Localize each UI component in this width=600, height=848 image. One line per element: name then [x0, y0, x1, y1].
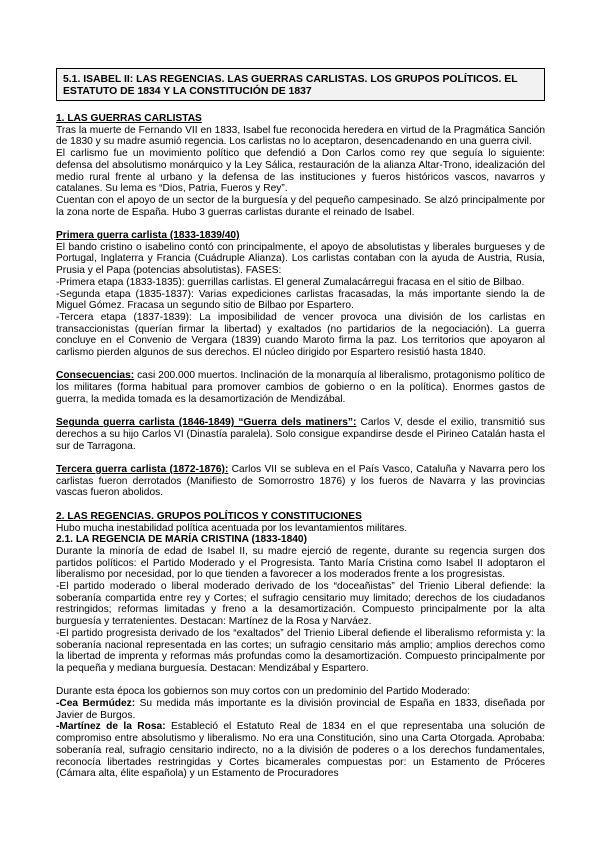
- paragraph: Durante esta época los gobiernos son muy cortos con un predominio del Partido Moderado:: [56, 686, 470, 698]
- section-heading-regencies: 2. LAS REGENCIAS. GRUPOS POLÍTICOS Y CONSTITUCIONES: [56, 510, 362, 522]
- third-war-label: Tercera guerra carlista (1872-1876):: [56, 464, 229, 476]
- second-war-text: Carlos V, desde el exilio, transmitió sus derechos a su hijo Carlos VI (Dinastía paralela). Solo consigue expandirse desde el Pirineo Catalán hasta el sur de Tarragona.: [56, 417, 546, 452]
- consequences-text: casi 200.000 muertos. Inclinación de la monarquía al liberalismo, protagonismo político de los militares (forma habitual para promover cambios de gobierno o en la política). Enormes gastos de guerra, la medida tomada es la desamortización de Mendizábal.: [56, 370, 545, 405]
- cea-text: Su medida más importante es la división provincial de España en 1833, diseñada por Javier de Burgos.: [56, 698, 546, 721]
- consequences-label: Consecuencias:: [56, 370, 135, 382]
- paragraph: -Segunda etapa (1835-1837): Varias expediciones carlistas fracasadas, la más importante siendo la de Miguel Gómez. Fracasa un segundo sitio de Bilbao por Espartero.: [56, 288, 545, 312]
- paragraph-cea-bermudez: [56, 698, 545, 721]
- paragraph: Tras la muerte de Fernando VII en 1833, Isabel fue reconocida heredera en virtud de la Pragmática Sanción de 1830 y su madre asumió regencia. Los carlistas no lo aceptaron, desencadenando en una guerra civil.: [56, 124, 545, 148]
- mr-text: Estableció el Estatuto Real de 1834 en el que representaba una solución de compromiso entre absolutismo y liberalismo. No era una Constitución, sino una Carta Otorgada. Aprobaba: soberanía real, sufragio censitario indirecto, no a la división de poderes o a los derechos fundamentales, reconocía libertades restringidas y Cortes bicamerales compuestas por: un Estamento de Próceres (Cámara alta, élite española) y un Estamento de Procuradores: [56, 721, 545, 780]
- paragraph-third-war: [56, 464, 545, 499]
- cea-label: -Cea Bermúdez:: [56, 698, 136, 710]
- section-heading-carlist-wars: 1. LAS GUERRAS CARLISTAS: [56, 113, 202, 124]
- paragraph-consequences: [56, 370, 545, 405]
- paragraph: Hubo mucha inestabilidad política acentuada por los levantamientos militares.: [56, 522, 408, 534]
- paragraph: Cuentan con el apoyo de un sector de la burguesía y del pequeño campesinado. Se alzó principalmente por la zona norte de España. Hubo 3 guerras carlistas durante el reinado de Isabel.: [56, 194, 545, 218]
- paragraph: Durante la minoría de edad de Isabel II, su madre ejerció de regente, durante su regencia surgen dos partidos políticos: el Partido Moderado y el Progresista. Tanto María Cristina como Isabel II adoptaron el liberalismo por necesidad, por lo que tienden a favorecer a los moderados frente a los progresistas.: [56, 545, 545, 581]
- second-war-label: Segunda guerra carlista (1846-1849) “Guerra dels matiners”:: [56, 417, 357, 429]
- paragraph: -Primera etapa (1833-1835): guerrillas carlistas. El general Zumalacárregui fracasa en el sitio de Bilbao.: [56, 276, 525, 288]
- paragraph: -Tercera etapa (1837-1839): La imposibilidad de vencer provoca una división de los carlistas en transaccionistas (querían firmar la libertad) y exaltados (no partidarios de la negociación). La guerra concluye en el Convenio de Vergara (1839) cuando Maroto firma la paz. Los territorios que apoyaron al carlismo pierden algunos de sus derechos. El núcleo dirigido por Espartero resistió hasta 1840.: [56, 311, 545, 359]
- subheading-maria-cristina: 2.1. LA REGENCIA DE MARÍA CRISTINA (1833-1840): [56, 534, 307, 546]
- paragraph: El carlismo fue un movimiento político que defendió a Don Carlos como rey que seguía lo siguiente: defensa del absolutismo monárquico y la Ley Sálica, restauración de la alianza Altar-Trono, idealización del medio rural frente al urbano y la defensa de las instituciones y fueros históricos vascos, navarros y catalanes. Su lema es “Dios, Patria, Fueros y Rey”.: [56, 148, 545, 195]
- third-war-text: Carlos VII se subleva en el País Vasco, Cataluña y Navarra pero los carlistas fueron derrotados (Manifiesto de Somorrostro 1876) y los fueros de Navarra y las provincias vascas fueron abolidos.: [56, 464, 545, 499]
- paragraph: El bando cristino o isabelino contó con principalmente, el apoyo de absolutistas y liberales burgueses y de Portugal, Inglaterra y Francia (Cuádruple Alianza). Los carlistas contaban con la ayuda de Austria, Rusia, Prusia y el Papa (potencias absolutistas). FASES:: [56, 241, 545, 277]
- document-body: [56, 113, 545, 780]
- paragraph-martinez-de-la-rosa: [56, 721, 545, 780]
- document-title: 5.1. ISABEL II: LAS REGENCIAS. LAS GUERRAS CARLISTAS. LOS GRUPOS POLÍTICOS. EL ESTATUTO DE 1834 Y LA CONSTITUCIÓN DE 1837: [56, 68, 545, 101]
- paragraph-second-war: [56, 417, 545, 452]
- paragraph: -El partido moderado o liberal moderado derivado de los “doceañistas” del Trienio Liberal defiende: la soberanía compartida entre rey y Cortes; el sufragio censitario muy limitado; derechos de los ciudadanos restringidos; reformas limitadas y freno a la desamortización. Compuesto principalmente por la alta burguesía y terratenientes. Destacan: Martínez de la Rosa y Narváez.: [56, 581, 545, 628]
- mr-label: -Martínez de la Rosa:: [56, 721, 166, 733]
- paragraph: -El partido progresista derivado de los “exaltados” del Trienio Liberal defiende el liberalismo reformista y: la soberanía nacional representada en las cortes; un sufragio censitario más amplio; amplios derechos como la libertad de imprenta y reformas más profundas como la desamortización. Compuesto principalmente por la pequeña y mediana burguesía. Destacan: Mendizábal y Espartero.: [56, 627, 545, 674]
- subheading-first-war: Primera guerra carlista (1833-1839/40): [56, 230, 240, 242]
